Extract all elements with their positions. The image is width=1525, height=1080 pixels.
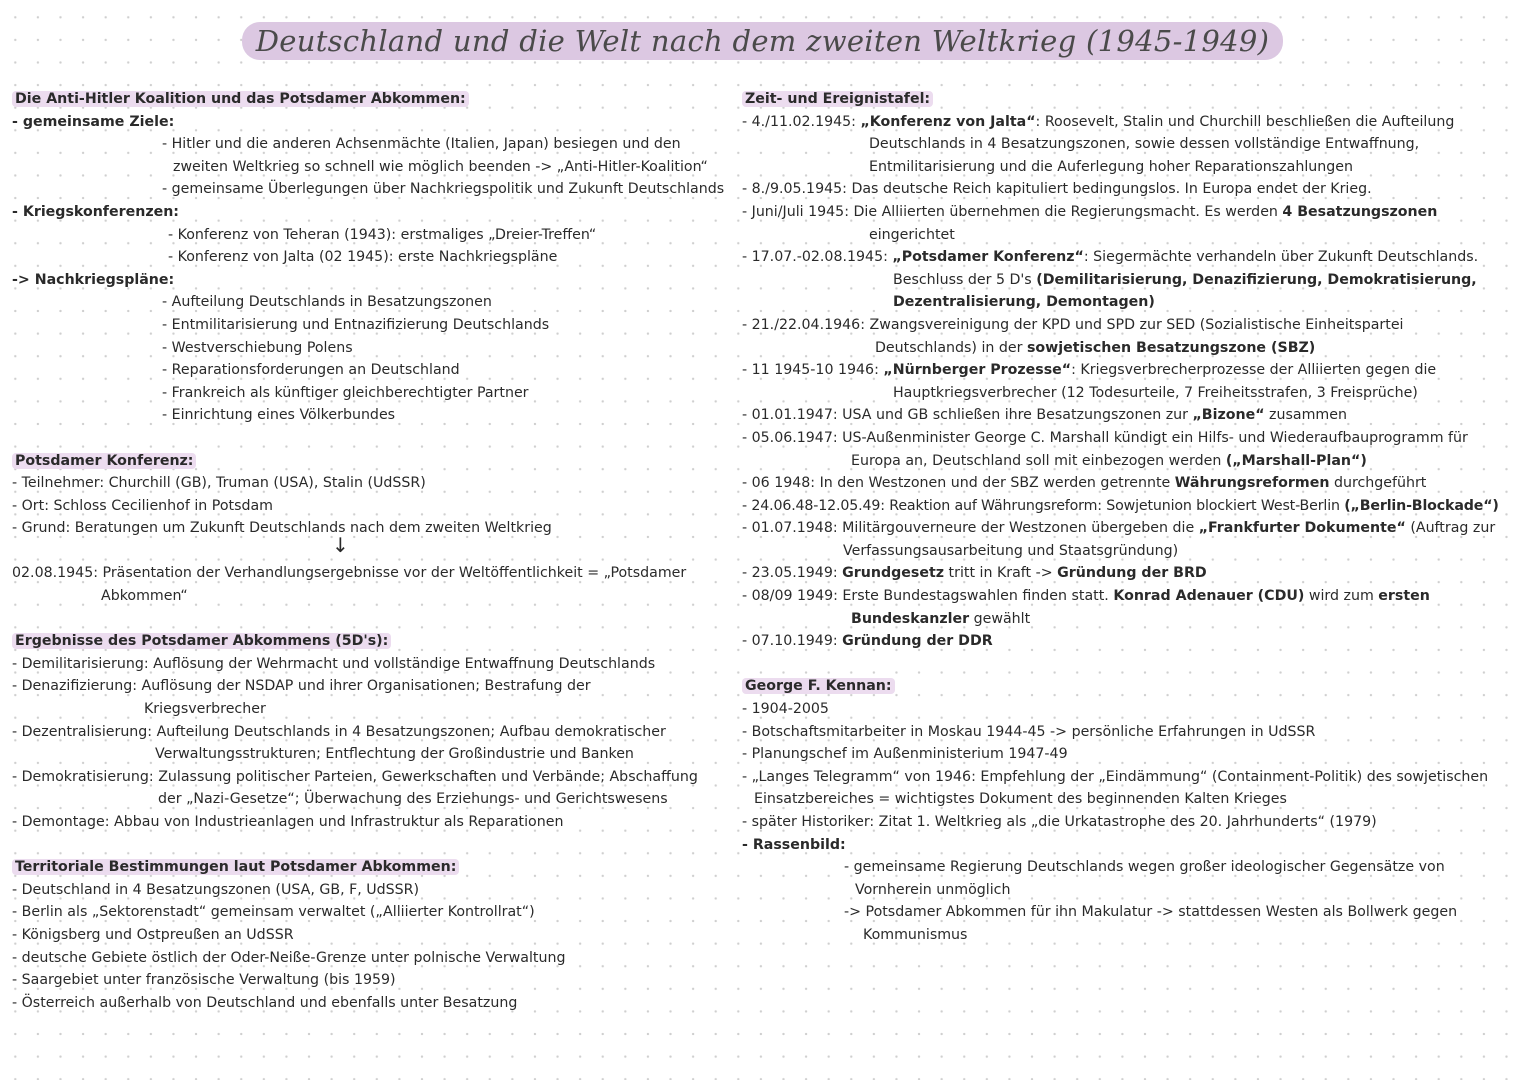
kennan-item: - Botschaftsmitarbeiter in Moskau 1944-45 -> persönliche Erfahrungen in UdSSR: [742, 723, 1316, 740]
left-column: [12, 88, 732, 1014]
territorial-item: - Königsberg und Ostpreußen an UdSSR: [12, 926, 294, 943]
potsdam-result: 02.08.1945: Präsentation der Verhandlungsergebnisse vor der Weltöffentlichkeit = „Potsdamer: [12, 565, 687, 582]
plan-item: - Einrichtung eines Völkerbundes: [162, 407, 396, 424]
plans-label: -> Nachkriegspläne:: [12, 271, 175, 288]
section-heading-anti-hitler: Die Anti-Hitler Koalition und das Potsdamer Abkommen:: [12, 88, 732, 111]
plan-item: - Reparationsforderungen an Deutschland: [162, 362, 460, 379]
result-item: - Demontage: Abbau von Industrieanlagen und Infrastruktur als Reparationen: [12, 814, 564, 830]
timeline-entry: - 08/09 1949: Erste Bundestagswahlen finden statt. Konrad Adenauer (CDU) wird zum ersten: [742, 588, 1430, 605]
conferences-label: - Kriegskonferenzen:: [12, 203, 179, 220]
plan-item: - Entmilitarisierung und Entnazifizierung Deutschlands: [162, 316, 550, 333]
section-heading-potsdam: Potsdamer Konferenz:: [12, 450, 732, 473]
plan-item: - Aufteilung Deutschlands in Besatzungszonen: [162, 294, 492, 311]
timeline-entry: Dezentralisierung, Demontagen): [893, 294, 1155, 311]
result-item: - Demilitarisierung: Auflösung der Wehrmacht und vollständige Entwaffnung Deutschlands: [12, 655, 656, 672]
timeline-entry: - 01.07.1948: Militärgouverneure der Westzonen übergeben die „Frankfurter Dokumente“ (Auftrag zur: [742, 520, 1496, 537]
result-item: - Denazifizierung: Auflösung der NSDAP und ihrer Organisationen; Bestrafung der: [12, 678, 591, 695]
territorial-item: - Deutschland in 4 Besatzungszonen (USA, GB, F, UdSSR): [12, 881, 420, 898]
timeline-entry: - 07.10.1949: Gründung der DDR: [742, 633, 993, 650]
plan-item: - Frankreich als künftiger gleichberechtigter Partner: [162, 384, 529, 401]
timeline-entry: Europa an, Deutschland soll mit einbezogen werden („Marshall-Plan“): [851, 452, 1367, 469]
result-item: Verwaltungsstrukturen; Entflechtung der Großindustrie und Banken: [155, 746, 634, 763]
rassenbild-item: Vornherein unmöglich: [855, 881, 1011, 898]
result-item: - Dezentralisierung: Aufteilung Deutschlands in 4 Besatzungszonen; Aufbau demokratischer: [12, 723, 666, 740]
down-arrow-row: [12, 532, 732, 563]
rassenbild-item: Kommunismus: [863, 926, 968, 943]
timeline-entry: - 06 1948: In den Westzonen und der SBZ werden getrennte Währungsreformen durchgeführt: [742, 475, 1427, 492]
territorial-item: - Österreich außerhalb von Deutschland und ebenfalls unter Besatzung: [12, 994, 518, 1011]
conference-item: - Konferenz von Jalta (02 1945): erste Nachkriegspläne: [168, 249, 558, 266]
result-item: Kriegsverbrecher: [144, 701, 266, 718]
section-heading-territorial: Territoriale Bestimmungen laut Potsdamer Abkommen:: [12, 856, 732, 879]
potsdam-item: - Ort: Schloss Cecilienhof in Potsdam: [12, 497, 273, 514]
goal-item: zweiten Weltkrieg so schnell wie möglich beenden -> „Anti-Hitler-Koalition“: [173, 158, 708, 175]
result-item: - Demokratisierung: Zulassung politischer Parteien, Gewerkschaften und Verbände; Abschaffung: [12, 768, 698, 785]
plan-item: - Westverschiebung Polens: [162, 339, 353, 356]
timeline-entry: Beschluss der 5 D's (Demilitarisierung, Denazifizierung, Demokratisierung,: [893, 271, 1477, 288]
timeline-entry: Verfassungsausarbeitung und Staatsgründung): [843, 542, 1179, 559]
timeline-entry: eingerichtet: [869, 226, 955, 243]
timeline-entry: - 11 1945-10 1946: „Nürnberger Prozesse“: Kriegsverbrecherprozesse der Alliierten gegen die: [742, 362, 1437, 379]
rassenbild-item: - gemeinsame Regierung Deutschlands wegen großer ideologischer Gegensätze von: [844, 859, 1445, 876]
kennan-item: Einsatzbereiches = wichtigstes Dokument des beginnenden Kalten Krieges: [754, 791, 1287, 808]
territorial-item: - deutsche Gebiete östlich der Oder-Neiße-Grenze unter polnische Verwaltung: [12, 949, 566, 966]
goal-item: - gemeinsame Überlegungen über Nachkriegspolitik und Zukunft Deutschlands: [162, 181, 725, 198]
page-title: Deutschland und die Welt nach dem zweiten Weltkrieg (1945-1949): [242, 22, 1284, 60]
right-column: [742, 88, 1522, 947]
timeline-entry: Deutschlands in 4 Besatzungszonen, sowie dessen vollständige Entwaffnung,: [869, 136, 1420, 153]
down-arrow-icon: ↓: [332, 532, 349, 557]
timeline-entry: Bundeskanzler gewählt: [851, 610, 1031, 627]
rassenbild-item: -> Potsdamer Abkommen für ihn Makulatur -> stattdessen Westen als Bollwerk gegen: [844, 904, 1458, 921]
potsdam-result: Abkommen“: [101, 588, 188, 605]
kennan-item: - „Langes Telegramm“ von 1946: Empfehlung der „Eindämmung“ (Containment-Politik) des sowjetischen: [742, 768, 1489, 785]
timeline-entry: - Juni/Juli 1945: Die Alliierten übernehmen die Regierungsmacht. Es werden 4 Besatzungszonen: [742, 203, 1438, 220]
section-heading-timeline: Zeit- und Ereignistafel:: [742, 88, 1522, 111]
timeline-entry: - 01.01.1947: USA und GB schließen ihre Besatzungszonen zur „Bizone“ zusammen: [742, 407, 1347, 424]
potsdam-item: - Grund: Beratungen um Zukunft Deutschlands nach dem zweiten Weltkrieg: [12, 520, 552, 537]
kennan-item: - 1904-2005: [742, 701, 829, 718]
section-heading-results: Ergebnisse des Potsdamer Abkommens (5D's):: [12, 630, 732, 653]
timeline-entry: Hauptkriegsverbrecher (12 Todesurteile, 7 Freiheitsstrafen, 3 Freisprüche): [893, 384, 1418, 401]
timeline-entry: - 8./9.05.1945: Das deutsche Reich kapituliert bedingungslos. In Europa endet der Krieg.: [742, 181, 1372, 198]
kennan-item: - später Historiker: Zitat 1. Weltkrieg als „die Urkatastrophe des 20. Jahrhunderts“ (1979): [742, 814, 1377, 830]
section-heading-kennan: George F. Kennan:: [742, 675, 1522, 698]
conference-item: - Konferenz von Teheran (1943): erstmaliges „Dreier-Treffen“: [168, 226, 597, 243]
potsdam-item: - Teilnehmer: Churchill (GB), Truman (USA), Stalin (UdSSR): [12, 475, 426, 492]
territorial-item: - Saargebiet unter französische Verwaltung (bis 1959): [12, 972, 396, 989]
timeline-entry: - 24.06.48-12.05.49: Reaktion auf Währungsreform: Sowjetunion blockiert West-Berlin („Berlin-Blockade“): [742, 497, 1499, 514]
timeline-entry: - 17.07.-02.08.1945: „Potsdamer Konferenz“: Siegermächte verhandeln über Zukunft Deutschlands.: [742, 249, 1479, 266]
page-title-wrap: [0, 22, 1525, 60]
timeline-entry: - 05.06.1947: US-Außenminister George C. Marshall kündigt ein Hilfs- und Wiederaufbauprogramm für: [742, 429, 1468, 446]
timeline-entry: Deutschlands) in der sowjetischen Besatzungszone (SBZ): [875, 339, 1316, 356]
timeline-entry: - 23.05.1949: Grundgesetz tritt in Kraft -> Gründung der BRD: [742, 565, 1207, 582]
rassenbild-label: - Rassenbild:: [742, 836, 846, 853]
timeline-entry: - 4./11.02.1945: „Konferenz von Jalta“: Roosevelt, Stalin und Churchill beschließen die Aufteilung: [742, 113, 1455, 130]
result-item: der „Nazi-Gesetze“; Überwachung des Erziehungs- und Gerichtswesens: [158, 791, 668, 808]
territorial-item: - Berlin als „Sektorenstadt“ gemeinsam verwaltet („Alliierter Kontrollrat“): [12, 904, 535, 921]
goal-item: - Hitler und die anderen Achsenmächte (Italien, Japan) besiegen und den: [162, 136, 681, 153]
timeline-entry: - 21./22.04.1946: Zwangsvereinigung der KPD und SPD zur SED (Sozialistische Einheitspartei: [742, 316, 1404, 333]
goals-label: - gemeinsame Ziele:: [12, 113, 175, 130]
kennan-item: - Planungschef im Außenministerium 1947-49: [742, 746, 1068, 763]
timeline-entry: Entmilitarisierung und die Auferlegung hoher Reparationszahlungen: [869, 158, 1353, 175]
